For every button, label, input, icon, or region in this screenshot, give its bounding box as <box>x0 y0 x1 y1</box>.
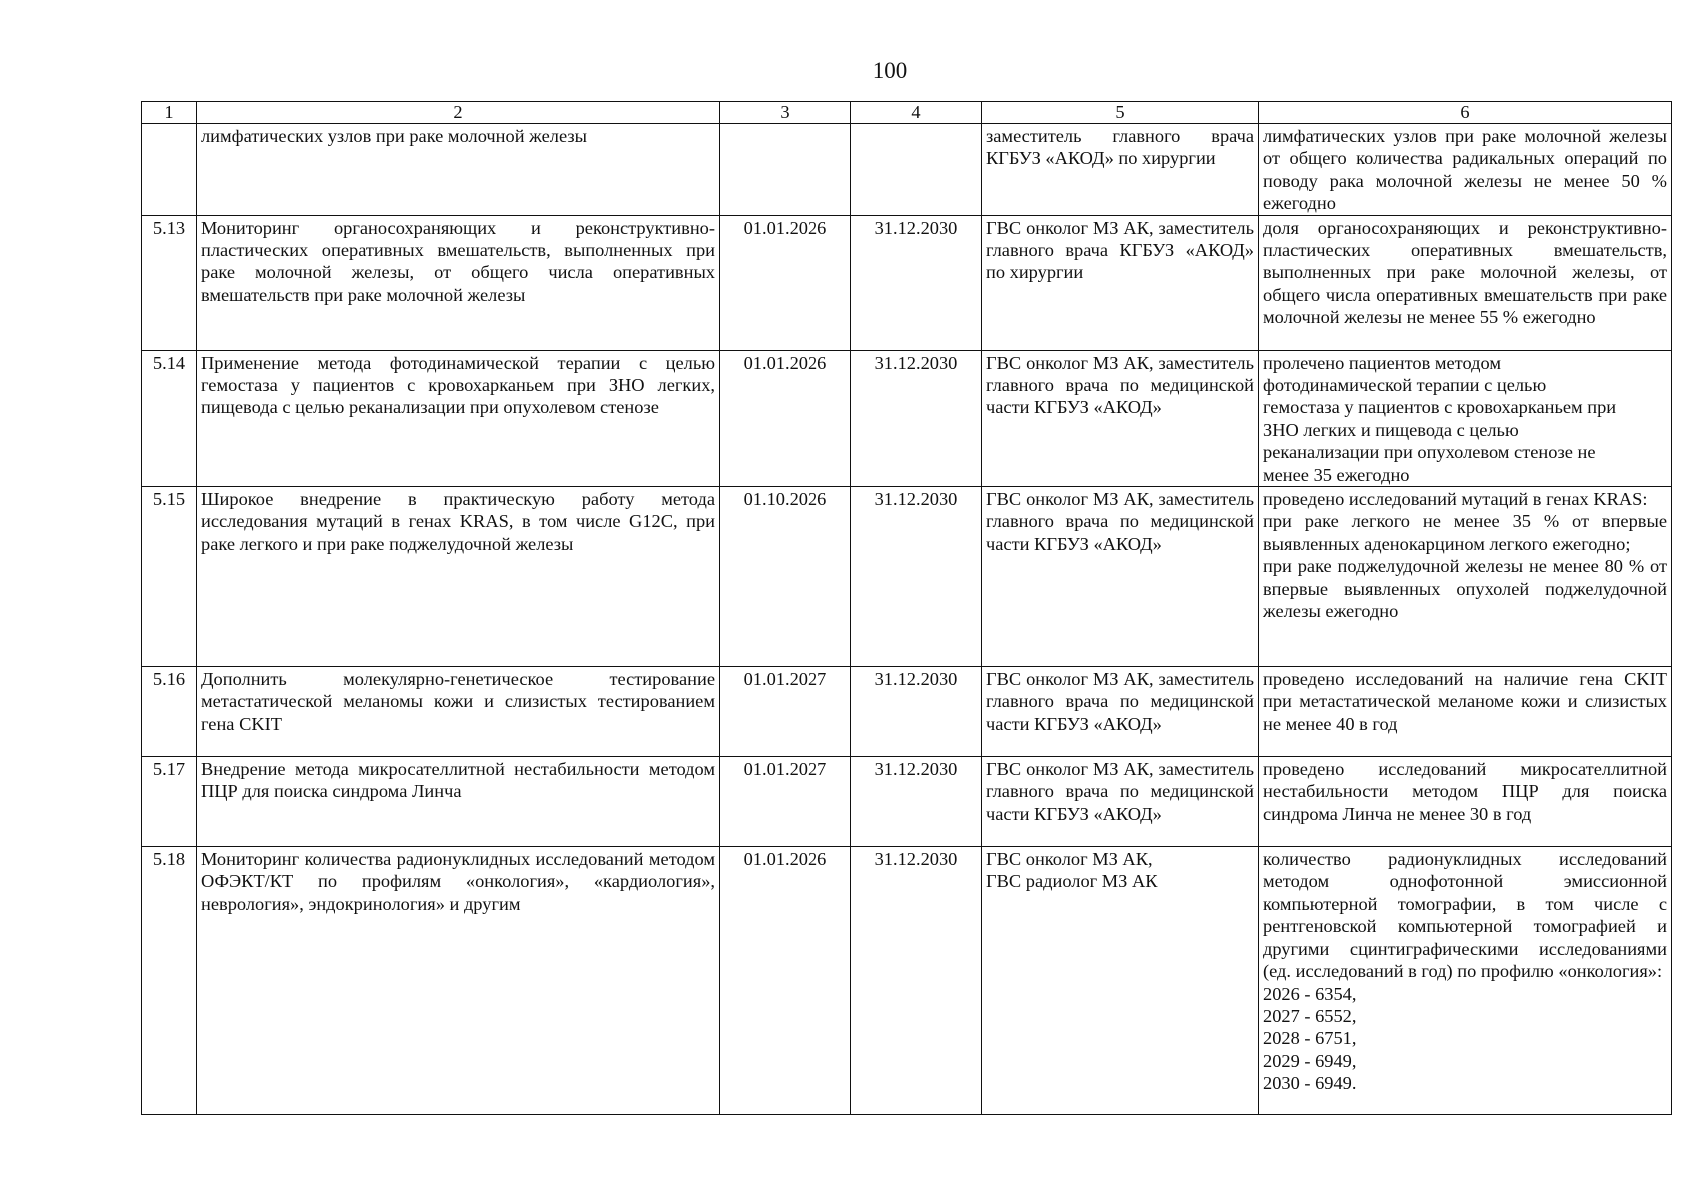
indicator-line: реканализации при опухолевом стенозе не <box>1263 442 1596 463</box>
end-date-cell: 31.12.2030 <box>851 847 982 1115</box>
column-header: 4 <box>851 102 982 124</box>
row-number: 5.14 <box>142 350 197 486</box>
indicator-cell: проведено исследований на наличие гена CKIT при метастатической меланоме кожи и слизистых не менее 40 в год <box>1259 667 1672 757</box>
measure-cell: лимфатических узлов при раке молочной железы <box>197 124 720 216</box>
measure-cell: Применение метода фотодинамической терапии с целью гемостаза у пациентов с кровохарканьем при ЗНО легких, пищевода с целью реканализации при опухолевом стенозе <box>197 350 720 486</box>
end-date-cell <box>851 124 982 216</box>
responsible-cell: ГВС онколог МЗ АК, заместитель главного врача по медицинской части КГБУЗ «АКОД» <box>982 757 1259 847</box>
responsible-cell: заместитель главного врача КГБУЗ «АКОД» по хирургии <box>982 124 1259 216</box>
indicator-cell: доля органосохраняющих и реконструктивно-пластических оперативных вмешательств, выполненных при раке молочной железы, от общего числа оперативных вмешательств при раке молочной железы не менее 55 % ежегодно <box>1259 215 1672 350</box>
responsible-cell: ГВС онколог МЗ АК, заместитель главного врача КГБУЗ «АКОД» по хирургии <box>982 215 1259 350</box>
table-row <box>142 667 1672 757</box>
indicator-year-value: 2026 - 6354, <box>1263 983 1357 1004</box>
column-header: 5 <box>982 102 1259 124</box>
indicator-cell: проведено исследований микросателлитной нестабильности методом ПЦР для поиска синдрома Линча не менее 30 в год <box>1259 757 1672 847</box>
end-date-cell: 31.12.2030 <box>851 350 982 486</box>
responsible-cell: ГВС онколог МЗ АК, заместитель главного врача по медицинской части КГБУЗ «АКОД» <box>982 667 1259 757</box>
start-date-cell: 01.01.2027 <box>720 757 851 847</box>
indicator-line: проведено исследований мутаций в генах KRAS: <box>1263 489 1648 510</box>
column-number-row <box>142 102 1672 124</box>
start-date-cell: 01.01.2026 <box>720 350 851 486</box>
indicator-line: при раке поджелудочной железы не менее 80 % от впервые выявленных опухолей поджелудочной железы ежегодно <box>1263 556 1667 622</box>
indicator-line: фотодинамической терапии с целью <box>1263 375 1547 396</box>
indicator-year-value: 2027 - 6552, <box>1263 1005 1357 1026</box>
indicator-cell <box>1259 847 1672 1115</box>
measure-cell: Мониторинг органосохраняющих и реконструктивно-пластических оперативных вмешательств, выполненных при раке молочной железы, от общего числа оперативных вмешательств при раке молочной железы <box>197 215 720 350</box>
row-number: 5.15 <box>142 487 197 667</box>
responsible-line: ГВС радиолог МЗ АК <box>986 871 1158 892</box>
table-row <box>142 350 1672 486</box>
indicator-year-value: 2028 - 6751, <box>1263 1028 1357 1049</box>
indicator-line: при раке легкого не менее 35 % от впервые выявленных аденокарцином легкого ежегодно; <box>1263 511 1667 554</box>
start-date-cell: 01.10.2026 <box>720 487 851 667</box>
table-row <box>142 215 1672 350</box>
measure-cell: Дополнить молекулярно-генетическое тестирование метастатической меланомы кожи и слизистых тестированием гена CKIT <box>197 667 720 757</box>
plan-table <box>141 101 1672 1115</box>
column-header: 2 <box>197 102 720 124</box>
column-header: 1 <box>142 102 197 124</box>
indicator-line: гемостаза у пациентов с кровохарканьем при <box>1263 397 1617 418</box>
start-date-cell: 01.01.2026 <box>720 847 851 1115</box>
start-date-cell: 01.01.2026 <box>720 215 851 350</box>
measure-cell: Мониторинг количества радионуклидных исследований методом ОФЭКТ/КТ по профилям «онкология», «кардиология», неврология», эндокринология» и другим <box>197 847 720 1115</box>
row-number: 5.16 <box>142 667 197 757</box>
end-date-cell: 31.12.2030 <box>851 667 982 757</box>
end-date-cell: 31.12.2030 <box>851 757 982 847</box>
indicator-cell <box>1259 487 1672 667</box>
column-header: 6 <box>1259 102 1672 124</box>
measure-cell: Широкое внедрение в практическую работу метода исследования мутаций в генах KRAS, в том числе G12C, при раке легкого и при раке поджелудочной железы <box>197 487 720 667</box>
indicator-year-value: 2029 - 6949, <box>1263 1050 1357 1071</box>
indicator-text: количество радионуклидных исследований методом однофотонной эмиссионной компьютерной томографии, в том числе с рентгеновской компьютерной томографией и другими сцинтиграфическими исследованиями (ед. исследований в год) по профилю «онкология»: <box>1263 849 1667 982</box>
indicator-line: ЗНО легких и пищевода с целью <box>1263 419 1519 440</box>
table-row <box>142 124 1672 216</box>
table-row <box>142 847 1672 1115</box>
row-number: 5.13 <box>142 215 197 350</box>
table-row <box>142 487 1672 667</box>
row-number: 5.17 <box>142 757 197 847</box>
start-date-cell: 01.01.2027 <box>720 667 851 757</box>
row-number: 5.18 <box>142 847 197 1115</box>
indicator-line: пролечено пациентов методом <box>1263 352 1501 373</box>
row-number <box>142 124 197 216</box>
column-header: 3 <box>720 102 851 124</box>
responsible-cell: ГВС онколог МЗ АК, заместитель главного врача по медицинской части КГБУЗ «АКОД» <box>982 487 1259 667</box>
indicator-cell <box>1259 350 1672 486</box>
start-date-cell <box>720 124 851 216</box>
responsible-cell <box>982 847 1259 1115</box>
responsible-cell: ГВС онколог МЗ АК, заместитель главного врача по медицинской части КГБУЗ «АКОД» <box>982 350 1259 486</box>
indicator-line: менее 35 ежегодно <box>1263 464 1410 485</box>
indicator-year-value: 2030 - 6949. <box>1263 1073 1357 1094</box>
table-row <box>142 757 1672 847</box>
responsible-line: ГВС онколог МЗ АК, <box>986 849 1153 870</box>
end-date-cell: 31.12.2030 <box>851 215 982 350</box>
page-number: 100 <box>872 58 908 83</box>
indicator-cell: лимфатических узлов при раке молочной железы от общего количества радикальных операций по поводу рака молочной железы не менее 50 % ежегодно <box>1259 124 1672 216</box>
end-date-cell: 31.12.2030 <box>851 487 982 667</box>
measure-cell: Внедрение метода микросателлитной нестабильности методом ПЦР для поиска синдрома Линча <box>197 757 720 847</box>
